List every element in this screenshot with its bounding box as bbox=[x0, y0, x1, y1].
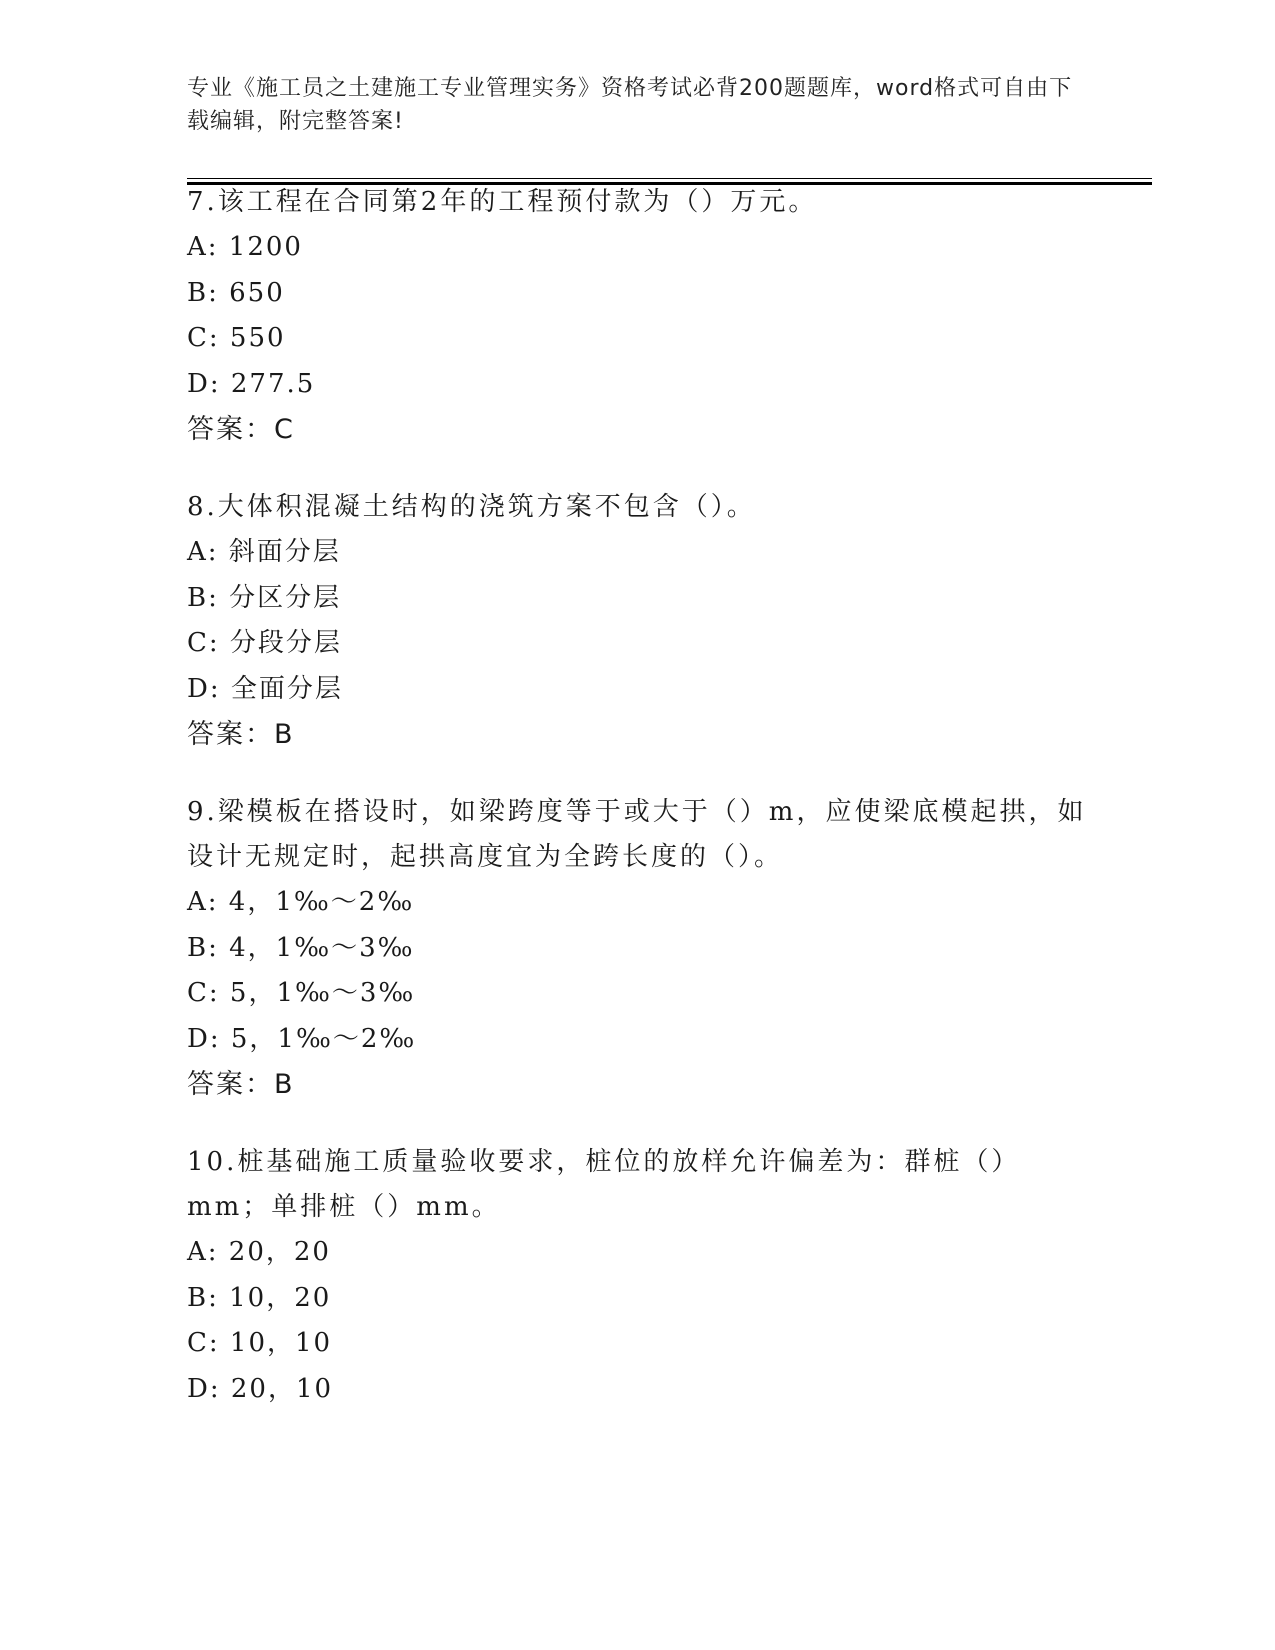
option-a: A: 斜面分层 bbox=[187, 537, 341, 567]
option-d: D: 全面分层 bbox=[187, 673, 343, 704]
option-a: A: 4，1‰～2‰ bbox=[187, 887, 415, 917]
answer-line: 答案：B bbox=[187, 1069, 295, 1100]
option-d: D: 5，1‰～2‰ bbox=[187, 1023, 417, 1054]
option-b: B: 10，20 bbox=[187, 1282, 332, 1313]
question-text: 10.桩基础施工质量验收要求，桩位的放样允许偏差为：群桩（）mm；单排桩（）mm。 bbox=[187, 1147, 1021, 1222]
question-10 bbox=[187, 1140, 1087, 1412]
option-c: C: 10，10 bbox=[187, 1328, 333, 1358]
question-7 bbox=[187, 180, 1087, 453]
header-divider-thin bbox=[187, 178, 1152, 179]
option-a: A: 1200 bbox=[187, 232, 303, 262]
answer-line: 答案：C bbox=[187, 414, 295, 445]
option-d: D: 20，10 bbox=[187, 1373, 334, 1404]
option-c: C: 5，1‰～3‰ bbox=[187, 978, 416, 1008]
option-d: D: 277.5 bbox=[187, 368, 316, 399]
option-c: C: 分段分层 bbox=[187, 628, 342, 658]
question-text: 7.该工程在合同第2年的工程预付款为（）万元。 bbox=[187, 187, 818, 217]
option-b: B: 分区分层 bbox=[187, 582, 342, 613]
option-c: C: 550 bbox=[187, 323, 286, 353]
question-8 bbox=[187, 485, 1087, 758]
answer-line: 答案：B bbox=[187, 719, 295, 750]
option-a: A: 20，20 bbox=[187, 1237, 331, 1267]
option-b: B: 650 bbox=[187, 277, 285, 308]
question-text: 9.梁模板在搭设时，如梁跨度等于或大于（）m，应使梁底模起拱，如设计无规定时，起拱高度宜为全跨长度的（）。 bbox=[187, 797, 1087, 872]
document-header: 专业《施工员之土建施工专业管理实务》资格考试必背200题题库，word格式可自由下载编辑，附完整答案! bbox=[187, 76, 1073, 134]
question-text: 8.大体积混凝土结构的浇筑方案不包含（）。 bbox=[187, 492, 756, 522]
option-b: B: 4，1‰～3‰ bbox=[187, 932, 415, 963]
question-9 bbox=[187, 790, 1087, 1108]
